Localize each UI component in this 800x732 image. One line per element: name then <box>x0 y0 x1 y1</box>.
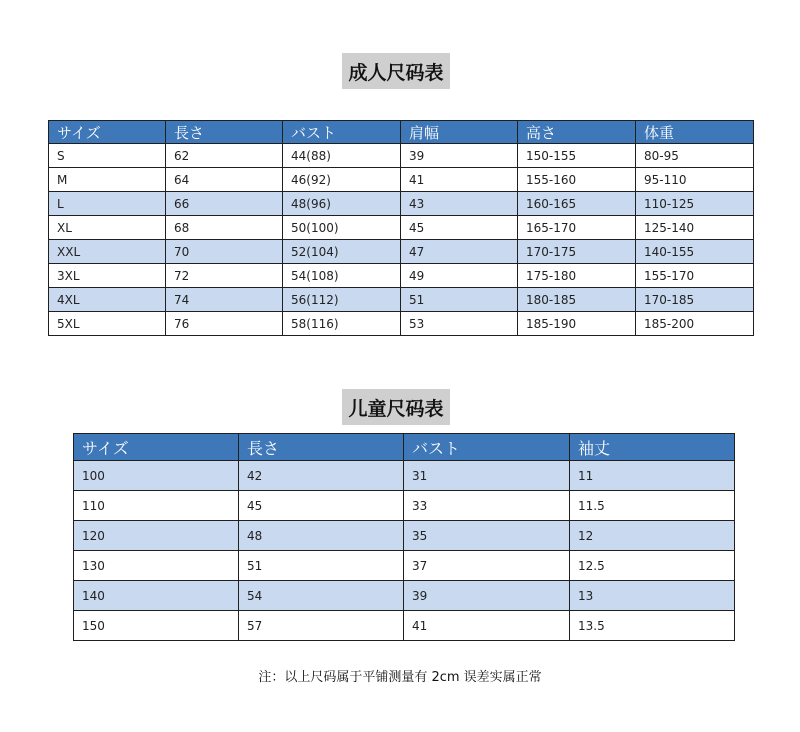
table-cell: 13.5 <box>570 611 735 641</box>
table-cell: 170-185 <box>636 288 754 312</box>
header-length: 長さ <box>239 434 404 461</box>
table-cell: 41 <box>404 611 570 641</box>
table-cell: 45 <box>239 491 404 521</box>
table-cell: 46(92) <box>283 168 401 192</box>
table-cell: 43 <box>401 192 518 216</box>
table-cell: 110 <box>74 491 239 521</box>
table-cell: 5XL <box>49 312 166 336</box>
table-row <box>74 581 735 611</box>
table-row <box>74 521 735 551</box>
table-cell: 68 <box>166 216 283 240</box>
table-cell: 74 <box>166 288 283 312</box>
table-cell: XXL <box>49 240 166 264</box>
header-sleeve: 袖丈 <box>570 434 735 461</box>
table-cell: 51 <box>239 551 404 581</box>
table-cell: 155-160 <box>518 168 636 192</box>
table-cell: 3XL <box>49 264 166 288</box>
header-length: 長さ <box>166 121 283 144</box>
table-cell: 175-180 <box>518 264 636 288</box>
table-cell: 51 <box>401 288 518 312</box>
table-cell: 66 <box>166 192 283 216</box>
table-cell: 52(104) <box>283 240 401 264</box>
table-cell: 33 <box>404 491 570 521</box>
table-cell: 42 <box>239 461 404 491</box>
table-row <box>49 264 754 288</box>
table-cell: 31 <box>404 461 570 491</box>
table-cell: 64 <box>166 168 283 192</box>
table-cell: 185-200 <box>636 312 754 336</box>
table-row <box>49 312 754 336</box>
table-row <box>49 240 754 264</box>
header-bust: バスト <box>404 434 570 461</box>
table-cell: 140 <box>74 581 239 611</box>
table-header-row <box>49 121 754 144</box>
table-cell: 170-175 <box>518 240 636 264</box>
table-cell: 110-125 <box>636 192 754 216</box>
table-cell: 12.5 <box>570 551 735 581</box>
table-row <box>74 461 735 491</box>
table-cell: 53 <box>401 312 518 336</box>
kids-size-chart-title: 儿童尺码表 <box>342 389 450 425</box>
table-cell: 45 <box>401 216 518 240</box>
table-header-row <box>74 434 735 461</box>
header-size: サイズ <box>49 121 166 144</box>
table-cell: 185-190 <box>518 312 636 336</box>
table-cell: 49 <box>401 264 518 288</box>
table-cell: 140-155 <box>636 240 754 264</box>
table-cell: 50(100) <box>283 216 401 240</box>
table-cell: 165-170 <box>518 216 636 240</box>
measurement-note: 注：以上尺码属于平铺测量有 2cm 误差实属正常 <box>258 670 542 685</box>
table-cell: L <box>49 192 166 216</box>
table-cell: 72 <box>166 264 283 288</box>
table-cell: 13 <box>570 581 735 611</box>
table-cell: 41 <box>401 168 518 192</box>
table-cell: 54(108) <box>283 264 401 288</box>
header-size: サイズ <box>74 434 239 461</box>
table-cell: 76 <box>166 312 283 336</box>
table-cell: 155-170 <box>636 264 754 288</box>
table-row <box>49 288 754 312</box>
table-row <box>74 551 735 581</box>
header-shoulder: 肩幅 <box>401 121 518 144</box>
table-cell: M <box>49 168 166 192</box>
table-row <box>49 216 754 240</box>
table-cell: 48(96) <box>283 192 401 216</box>
table-row <box>49 144 754 168</box>
adult-size-chart-title: 成人尺码表 <box>342 53 450 89</box>
table-cell: 150-155 <box>518 144 636 168</box>
table-cell: 12 <box>570 521 735 551</box>
table-row <box>74 611 735 641</box>
table-cell: 54 <box>239 581 404 611</box>
table-cell: 95-110 <box>636 168 754 192</box>
table-cell: 37 <box>404 551 570 581</box>
table-cell: 48 <box>239 521 404 551</box>
table-cell: 35 <box>404 521 570 551</box>
table-cell: 57 <box>239 611 404 641</box>
table-cell: 180-185 <box>518 288 636 312</box>
table-row <box>49 192 754 216</box>
table-cell: 125-140 <box>636 216 754 240</box>
table-cell: 47 <box>401 240 518 264</box>
table-cell: 120 <box>74 521 239 551</box>
adult-size-table <box>48 120 754 336</box>
table-cell: 11 <box>570 461 735 491</box>
table-cell: 70 <box>166 240 283 264</box>
table-cell: 44(88) <box>283 144 401 168</box>
header-weight: 体重 <box>636 121 754 144</box>
table-cell: 11.5 <box>570 491 735 521</box>
header-height: 高さ <box>518 121 636 144</box>
table-cell: XL <box>49 216 166 240</box>
table-cell: 4XL <box>49 288 166 312</box>
table-cell: S <box>49 144 166 168</box>
table-row <box>49 168 754 192</box>
table-cell: 160-165 <box>518 192 636 216</box>
table-cell: 62 <box>166 144 283 168</box>
table-cell: 100 <box>74 461 239 491</box>
table-cell: 39 <box>404 581 570 611</box>
table-row <box>74 491 735 521</box>
table-cell: 56(112) <box>283 288 401 312</box>
header-bust: バスト <box>283 121 401 144</box>
table-cell: 80-95 <box>636 144 754 168</box>
table-cell: 150 <box>74 611 239 641</box>
kids-size-table <box>73 433 735 641</box>
table-cell: 58(116) <box>283 312 401 336</box>
table-cell: 130 <box>74 551 239 581</box>
table-cell: 39 <box>401 144 518 168</box>
